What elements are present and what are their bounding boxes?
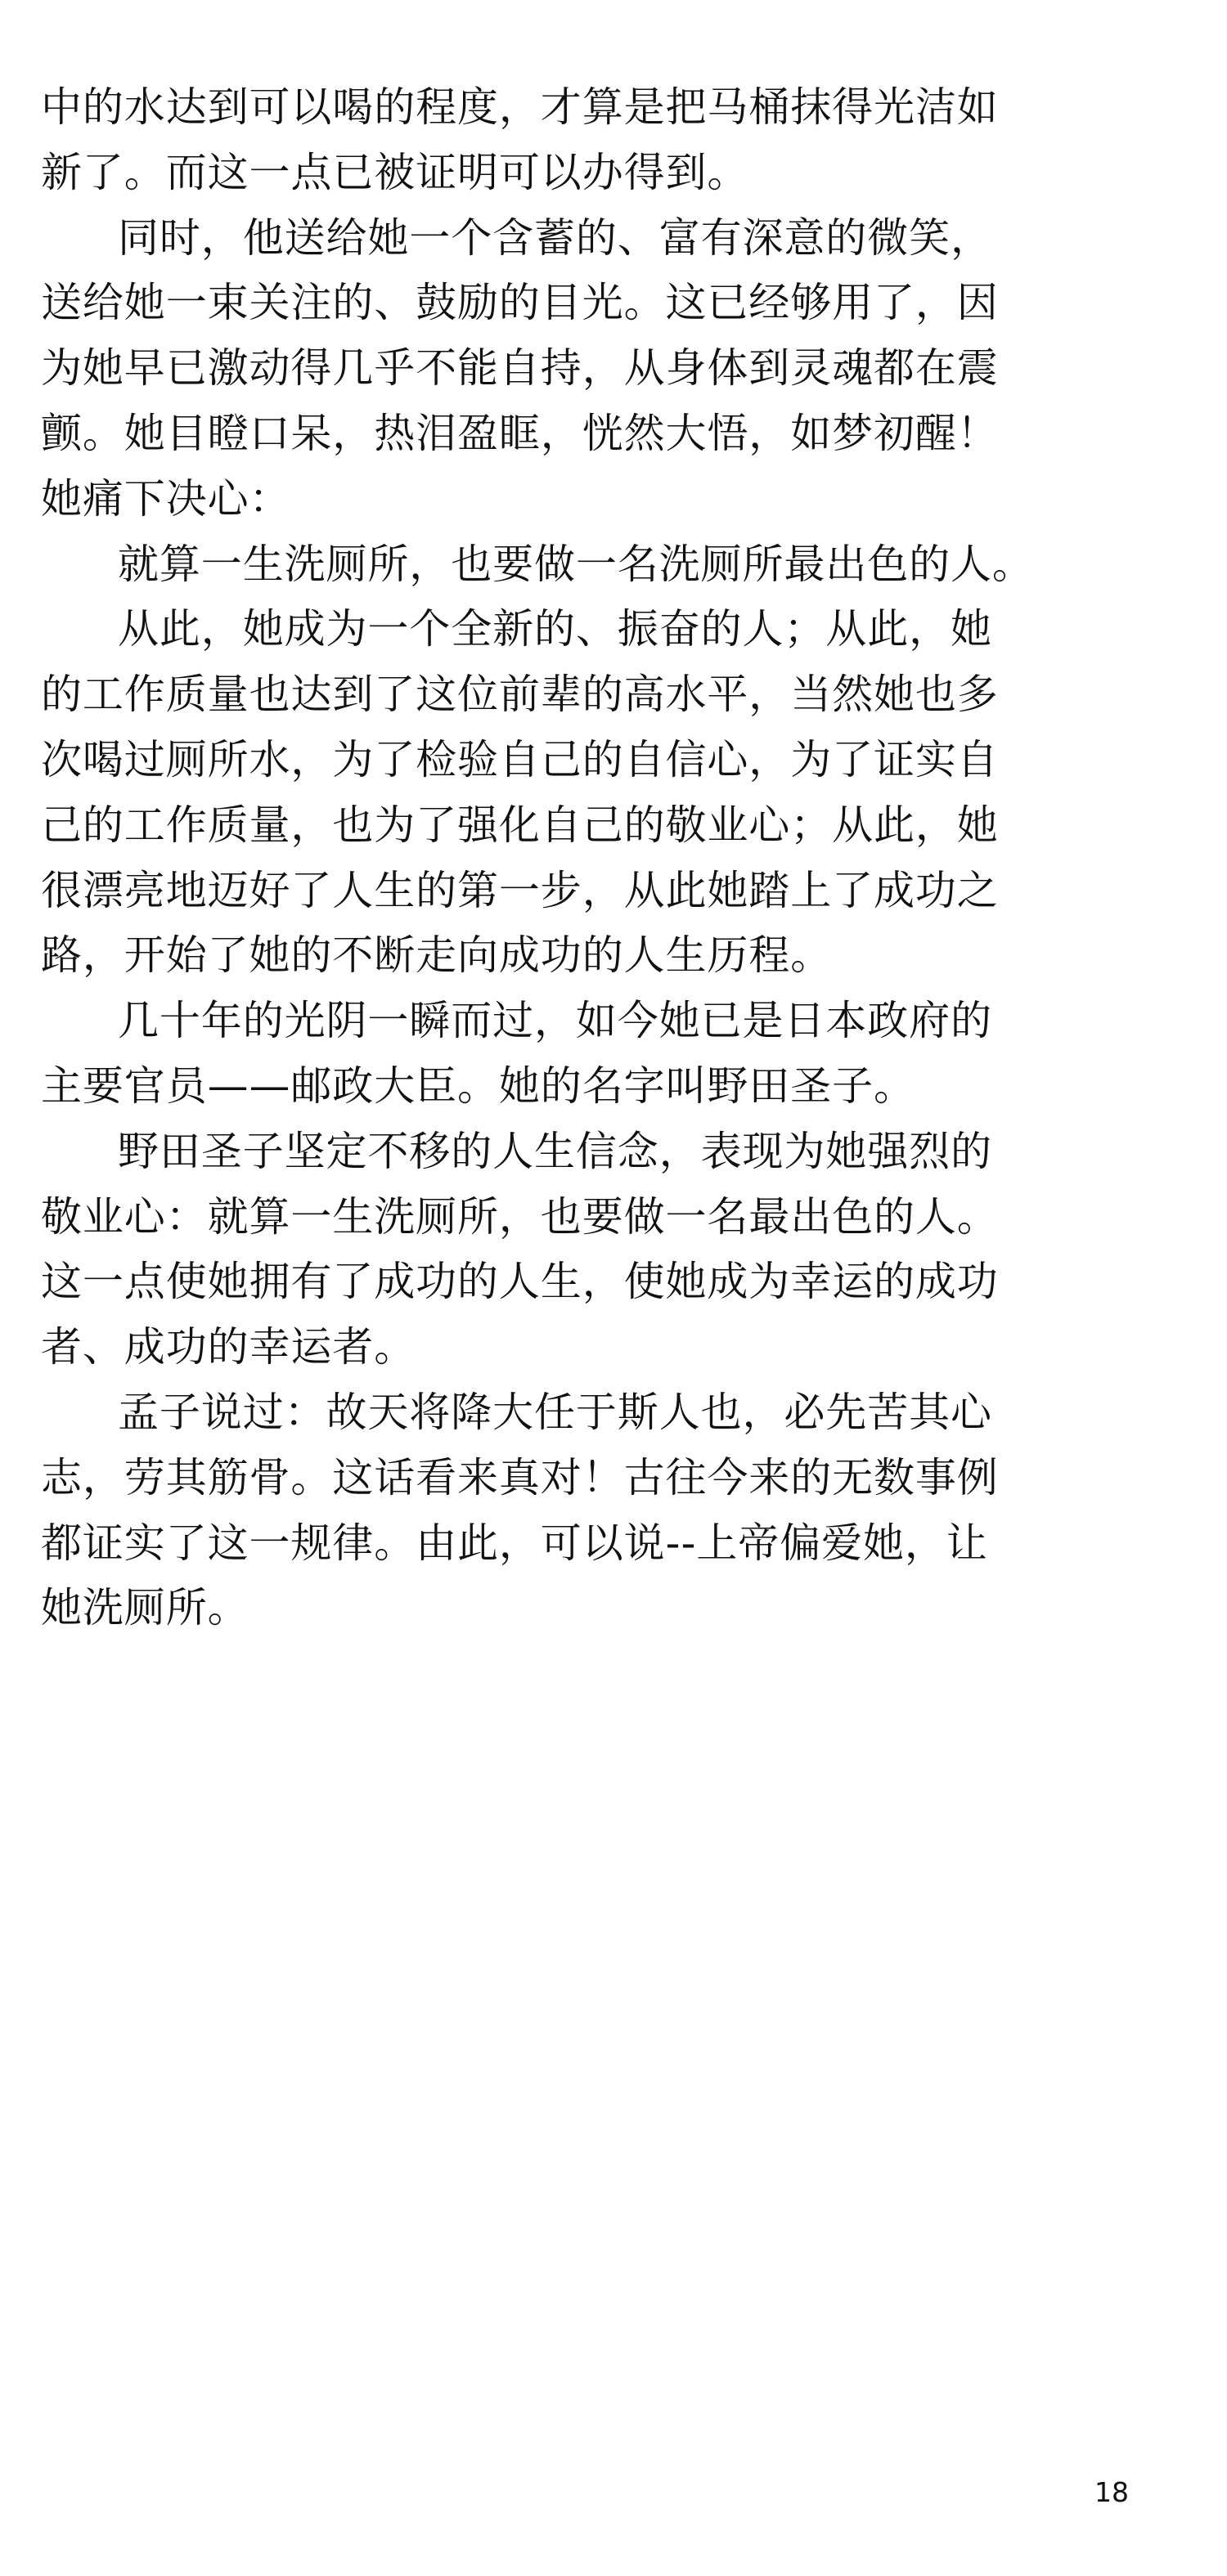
text-line: 她洗厕所。: [41, 1584, 249, 1632]
text-line: 中的水达到可以喝的程度，才算是把马桶抹得光洁如: [41, 83, 999, 131]
text-line: 这一点使她拥有了成功的人生，使她成为幸运的成功: [41, 1258, 999, 1306]
paragraph-start-line: 孟子说过：故天将降大任于斯人也，必先苦其心: [118, 1388, 992, 1436]
text-line: 新了。而这一点已被证明可以办得到。: [41, 148, 749, 196]
paragraph-start-line: 野田圣子坚定不移的人生信念，表现为她强烈的: [118, 1127, 992, 1175]
text-line: 她痛下决心：: [41, 474, 291, 523]
paragraph-start-line: 从此，她成为一个全新的、振奋的人；从此，她: [118, 605, 992, 653]
text-line: 为她早已激动得几乎不能自持，从身体到灵魂都在震: [41, 344, 999, 393]
text-line: 志，劳其筋骨。这话看来真对！古往今来的无数事例: [41, 1453, 999, 1501]
paragraph-start-line: 同时，他送给她一个含蓄的、富有深意的微笑，: [118, 213, 992, 262]
text-line: 路，开始了她的不断走向成功的人生历程。: [41, 931, 833, 980]
text-line: 的工作质量也达到了这位前辈的高水平，当然她也多: [41, 671, 999, 719]
text-line: 者、成功的幸运者。: [41, 1323, 416, 1371]
page-number: 18: [1094, 2476, 1129, 2508]
text-line: 颤。她目瞪口呆，热泪盈眶，恍然大悟，如梦初醒！: [41, 409, 999, 457]
paragraph-start-line: 就算一生洗厕所，也要做一名洗厕所最出色的人。: [118, 540, 1034, 588]
text-line: 次喝过厕所水，为了检验自己的自信心，为了证实自: [41, 735, 999, 783]
text-line: 很漂亮地迈好了人生的第一步，从此她踏上了成功之: [41, 866, 999, 914]
text-line: 敬业心：就算一生洗厕所，也要做一名最出色的人。: [41, 1192, 999, 1241]
text-line: 主要官员——邮政大臣。她的名字叫野田圣子。: [41, 1061, 915, 1110]
text-line: 都证实了这一规律。由此，可以说--上帝偏爱她，让: [41, 1519, 988, 1567]
paragraph-start-line: 几十年的光阴一瞬而过，如今她已是日本政府的: [118, 997, 992, 1045]
text-line: 己的工作质量，也为了强化自己的敬业心；从此，她: [41, 801, 999, 849]
text-line: 送给她一束关注的、鼓励的目光。这已经够用了，因: [41, 279, 999, 327]
document-body: [41, 75, 1034, 1641]
